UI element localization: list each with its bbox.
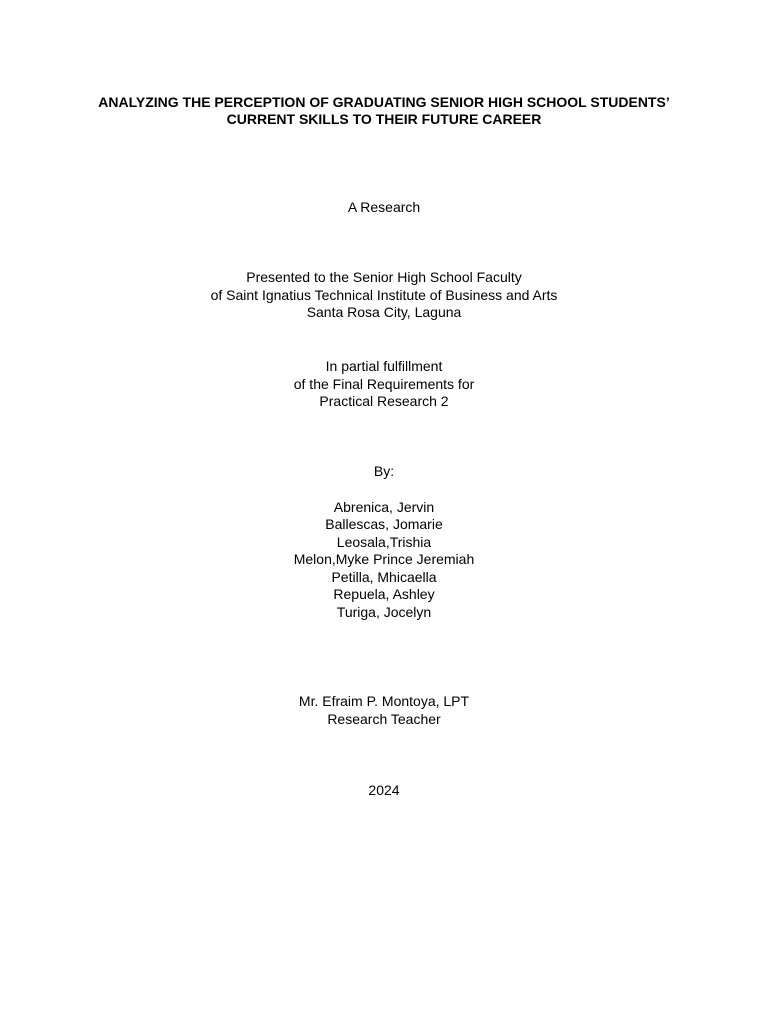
document-type: A Research <box>347 199 421 215</box>
presented-line-3: Santa Rosa City, Laguna <box>306 304 462 320</box>
author-6: Repuela, Ashley <box>333 586 435 602</box>
author-3: Leosala,Trishia <box>336 534 432 550</box>
author-2: Ballescas, Jomarie <box>325 516 443 532</box>
title-line-2: CURRENT SKILLS TO THEIR FUTURE CAREER <box>226 111 542 127</box>
author-7: Turiga, Jocelyn <box>336 604 432 620</box>
teacher-role: Research Teacher <box>327 711 441 727</box>
presented-line-2: of Saint Ignatius Technical Institute of Business and Arts <box>210 287 558 303</box>
by-label: By: <box>373 463 395 479</box>
title-line-1: ANALYZING THE PERCEPTION OF GRADUATING SENIOR HIGH SCHOOL STUDENTS’ <box>98 94 670 110</box>
year: 2024 <box>368 782 400 798</box>
fulfillment-line-1: In partial fulfillment <box>325 358 443 374</box>
fulfillment-line-2: of the Final Requirements for <box>293 376 475 392</box>
presented-line-1: Presented to the Senior High School Faculty <box>246 269 522 285</box>
author-4: Melon,Myke Prince Jeremiah <box>293 551 475 567</box>
teacher-name: Mr. Efraim P. Montoya, LPT <box>298 693 470 709</box>
fulfillment-line-3: Practical Research 2 <box>319 393 449 409</box>
author-1: Abrenica, Jervin <box>333 499 435 515</box>
author-5: Petilla, Mhicaella <box>331 569 437 585</box>
